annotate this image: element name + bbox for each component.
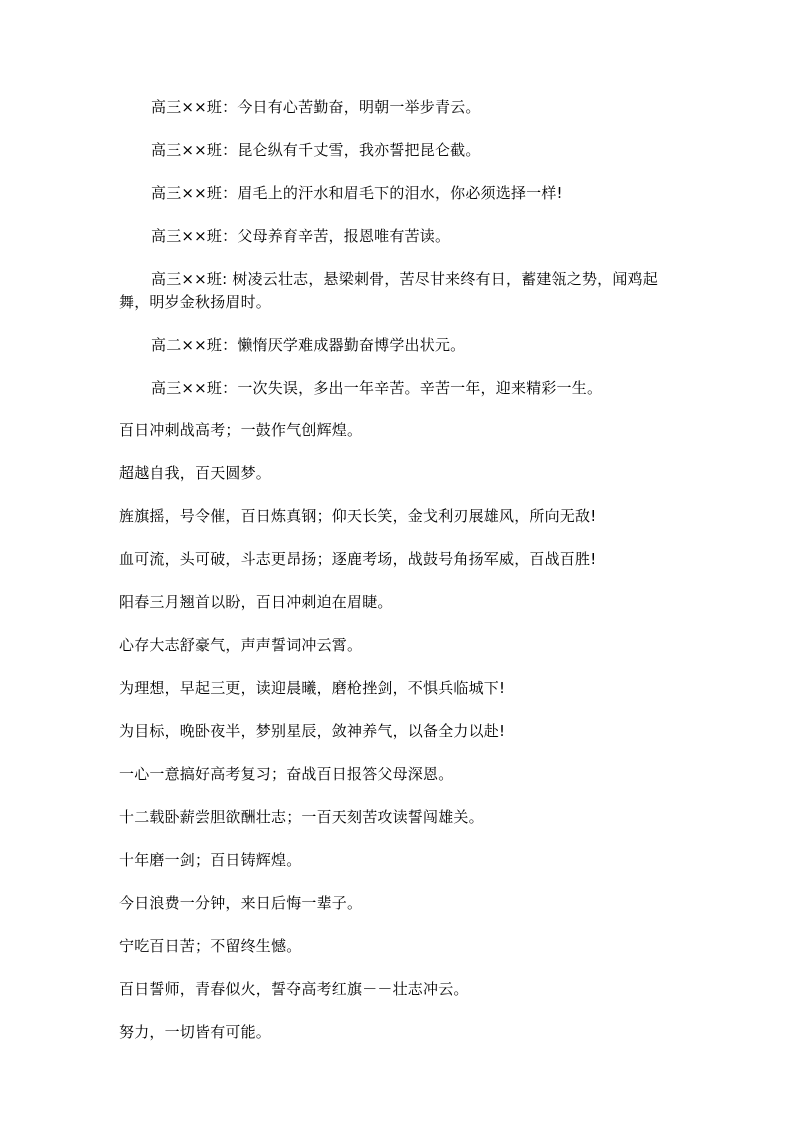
class-slogan-paragraph: 高二××班：懒惰厌学难成器勤奋博学出状元。 <box>151 336 466 354</box>
slogan-line: 宁吃百日苦；不留终生憾。 <box>119 937 302 955</box>
slogan-line: 为目标，晚卧夜半，梦别星辰，敛神养气，以备全力以赴! <box>119 722 506 740</box>
document-body <box>119 96 679 1064</box>
slogan-line: 为理想，早起三更，读迎晨曦，磨枪挫剑，不惧兵临城下! <box>119 679 506 697</box>
slogan-line: 百日冲刺战高考；一鼓作气创辉煌。 <box>119 421 363 439</box>
class-slogan-paragraph: 高三××班：一次失误，多出一年辛苦。辛苦一年，迎来精彩一生。 <box>151 379 603 397</box>
slogan-line: 今日浪费一分钟，来日后悔一辈子。 <box>119 894 363 912</box>
slogan-line: 超越自我，百天圆梦。 <box>119 464 272 482</box>
class-slogan-paragraph: 高三××班：眉毛上的汗水和眉毛下的泪水，你必须选择一样! <box>151 184 563 202</box>
slogan-line: 十年磨一剑；百日铸辉煌。 <box>119 851 302 869</box>
class-slogan-paragraph: 高三××班: 树凌云壮志，悬梁刺骨，苦尽甘来终有日，蓄建瓴之势，闻鸡起舞，明岁金秋扬眉时。 <box>119 270 658 311</box>
slogan-line: 血可流，头可破，斗志更昂扬；逐鹿考场，战鼓号角扬军威，百战百胜! <box>119 550 597 568</box>
slogan-line: 旌旗摇，号令催，百日炼真钢；仰天长笑，金戈利刃展雄风，所向无敌! <box>119 507 597 525</box>
class-slogan-paragraph: 高三××班：父母养育辛苦，报恩唯有苦读。 <box>151 227 451 245</box>
slogan-line: 百日誓师，青春似火，誓夺高考红旗－－壮志冲云。 <box>119 980 469 998</box>
class-slogan-paragraph: 高三××班：昆仑纵有千丈雪，我亦誓把昆仑截。 <box>151 141 481 159</box>
slogan-line: 阳春三月翘首以盼，百日冲刺迫在眉睫。 <box>119 593 393 611</box>
class-slogan-paragraph: 高三××班：今日有心苦勤奋，明朝一举步青云。 <box>151 98 481 116</box>
slogan-line: 一心一意搞好高考复习；奋战百日报答父母深恩。 <box>119 765 454 783</box>
slogan-line: 十二载卧薪尝胆欲酬壮志；一百天刻苦攻读誓闯雄关。 <box>119 808 484 826</box>
slogan-line: 心存大志舒豪气，声声誓词冲云霄。 <box>119 636 363 654</box>
slogan-line: 努力，一切皆有可能。 <box>119 1023 272 1041</box>
